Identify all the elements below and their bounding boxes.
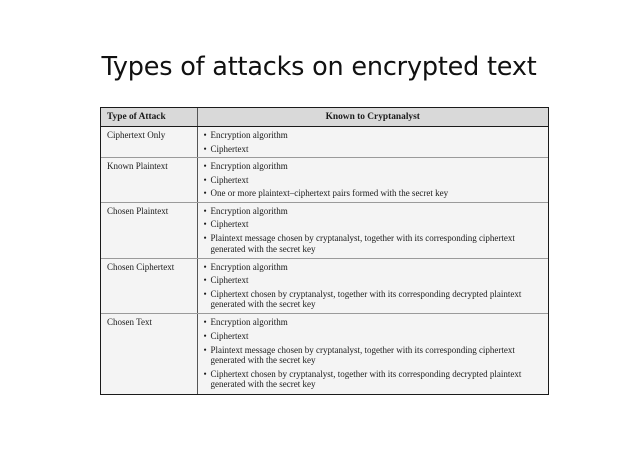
bullet-icon: • (203, 233, 207, 244)
bullet-icon: • (203, 130, 207, 140)
list-item-text: Ciphertext (210, 330, 249, 341)
list-item (204, 262, 543, 273)
attack-types-table (100, 107, 549, 395)
attack-table (101, 108, 548, 394)
bullet-icon: • (203, 261, 207, 272)
list-item-text: Ciphertext chosen by cryptanalyst, together with its corresponding decrypted plaintext generated with the secret key (210, 368, 522, 390)
bullet-icon: • (203, 344, 207, 355)
list-item-text: Plaintext message chosen by cryptanalyst, together with its corresponding ciphertext generated with the secret key (210, 344, 515, 366)
list-item (204, 289, 543, 310)
bullet-icon: • (203, 275, 207, 286)
known-list (204, 206, 543, 254)
header-known-to-cryptanalyst: Known to Cryptanalyst (197, 108, 548, 127)
attack-type-cell: Chosen Plaintext (101, 202, 197, 258)
list-item (204, 345, 543, 366)
bullet-icon: • (203, 368, 207, 379)
list-item (204, 233, 543, 254)
bullet-icon: • (203, 330, 207, 341)
list-item (204, 130, 543, 141)
known-cell (197, 157, 548, 202)
list-item-text: Plaintext message chosen by cryptanalyst, together with its corresponding ciphertext generated with the secret key (210, 233, 515, 254)
table-header-row (101, 108, 548, 127)
list-item-text: Ciphertext (210, 174, 249, 185)
attack-type-cell: Ciphertext Only (101, 127, 197, 158)
known-list (204, 262, 543, 310)
list-item-text: Encryption algorithm (210, 160, 288, 171)
table-row (101, 202, 548, 258)
list-item (204, 175, 543, 186)
bullet-icon: • (203, 143, 207, 154)
bullet-icon: • (203, 160, 207, 171)
bullet-icon: • (203, 317, 207, 328)
list-item (204, 369, 543, 390)
list-item-text: Ciphertext chosen by cryptanalyst, together with its corresponding decrypted plaintext generated with the secret key (210, 288, 522, 310)
bullet-icon: • (203, 219, 207, 230)
list-item-text: Ciphertext (210, 219, 249, 230)
header-type-of-attack: Type of Attack (101, 108, 197, 127)
slide-title: Types of attacks on encrypted text (101, 52, 537, 82)
list-item-text: Encryption algorithm (210, 261, 288, 272)
list-item (204, 144, 543, 155)
bullet-icon: • (203, 174, 207, 185)
bullet-icon: • (203, 205, 207, 216)
known-list (204, 317, 543, 390)
bullet-icon: • (203, 288, 207, 299)
list-item-text: Encryption algorithm (210, 130, 288, 140)
known-list (204, 130, 543, 154)
table-row (101, 157, 548, 202)
list-item-text: Encryption algorithm (210, 317, 288, 328)
known-cell (197, 314, 548, 394)
table-row (101, 314, 548, 394)
list-item-text: Ciphertext (210, 143, 249, 154)
list-item (204, 331, 543, 342)
list-item-text: Ciphertext (210, 275, 249, 286)
attack-type-cell: Chosen Text (101, 314, 197, 394)
list-item-text: Encryption algorithm (210, 205, 288, 216)
list-item-text: One or more plaintext–ciphertext pairs formed with the secret key (210, 188, 449, 199)
known-cell (197, 258, 548, 314)
list-item (204, 188, 543, 199)
table-row (101, 127, 548, 158)
attack-type-cell: Chosen Ciphertext (101, 258, 197, 314)
table-row (101, 258, 548, 314)
list-item (204, 161, 543, 172)
known-cell (197, 202, 548, 258)
known-cell (197, 127, 548, 158)
bullet-icon: • (203, 188, 207, 199)
list-item (204, 219, 543, 230)
list-item (204, 206, 543, 217)
list-item (204, 317, 543, 328)
known-list (204, 161, 543, 199)
attack-type-cell: Known Plaintext (101, 157, 197, 202)
list-item (204, 275, 543, 286)
